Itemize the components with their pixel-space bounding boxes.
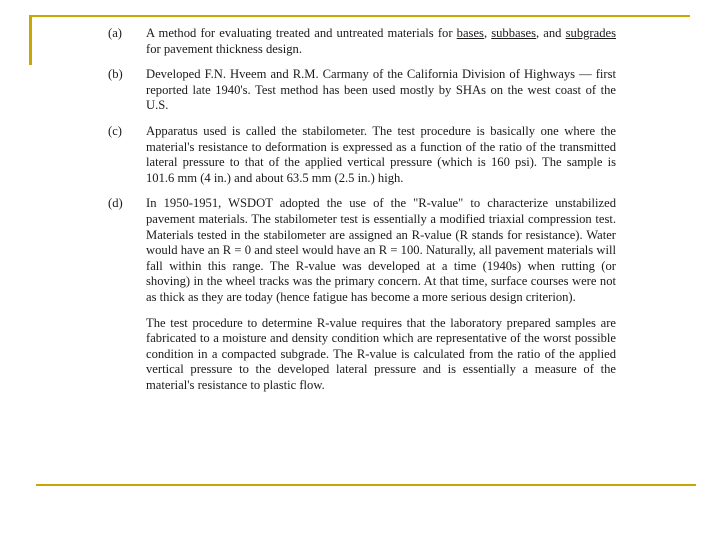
list-item-d	[108, 196, 616, 305]
item-label: (b)	[108, 67, 123, 82]
item-label: (d)	[108, 196, 123, 211]
item-label: (c)	[108, 123, 122, 138]
item-label: (a)	[108, 26, 122, 40]
accent-bar-vertical	[29, 15, 32, 65]
item-text: In 1950-1951, WSDOT adopted the use of the "R-value" to characterize unstabilized pavement materials. The stabilometer test is essentially a modified triaxial compression test. Materials tested in the stabilometer are assigned an R-value (R stands for resistance). Water would have an R = 0 and steel would have an R = 100. Naturally, all pavement materials will fall within this range. The R-value was developed at a time (1940s) when rutting (or shoving) in the wheel tracks was the primary concern. At that time, surface courses were not as thick as they are today (hence fatigue has become a more serious design criterion).	[146, 196, 616, 304]
closing-paragraph: The test procedure to determine R-value requires that the laboratory prepared samples are fabricated to a moisture and density condition which are representative of the worst possible condition in a compacted subgrade. The R-value is calculated from the ratio of the applied vertical pressure to the developed lateral pressure and is essentially a measure of the material's resistance to plastic flow.	[146, 315, 616, 392]
item-text: Developed F.N. Hveem and R.M. Carmany of the California Division of Highways — first reported late 1940's. Test method has been used mostly by SHAs on the west coast of the U.S.	[146, 67, 616, 113]
accent-rule-top	[29, 15, 690, 17]
item-text: Apparatus used is called the stabilometer. The test procedure is basically one where the material's resistance to deformation is expressed as a function of the ratio of the transmitted lateral pressure to that of the applied vertical pressure (which is 160 psi). The sample is 101.6 mm (4 in.) and about 63.5 mm (2.5 in.) high.	[146, 123, 616, 185]
list-item-a	[108, 26, 616, 57]
document-body	[108, 26, 616, 403]
term-bases: bases	[456, 26, 484, 40]
term-subbases: subbases	[491, 26, 537, 40]
accent-rule-bottom	[36, 484, 696, 486]
list-item-c	[108, 124, 616, 186]
list-item-b	[108, 67, 616, 114]
term-subgrades: subgrades	[565, 26, 616, 40]
item-text: A method for evaluating treated and untreated materials for bases, subbases, and subgrades for pavement thickness design.	[146, 26, 616, 56]
